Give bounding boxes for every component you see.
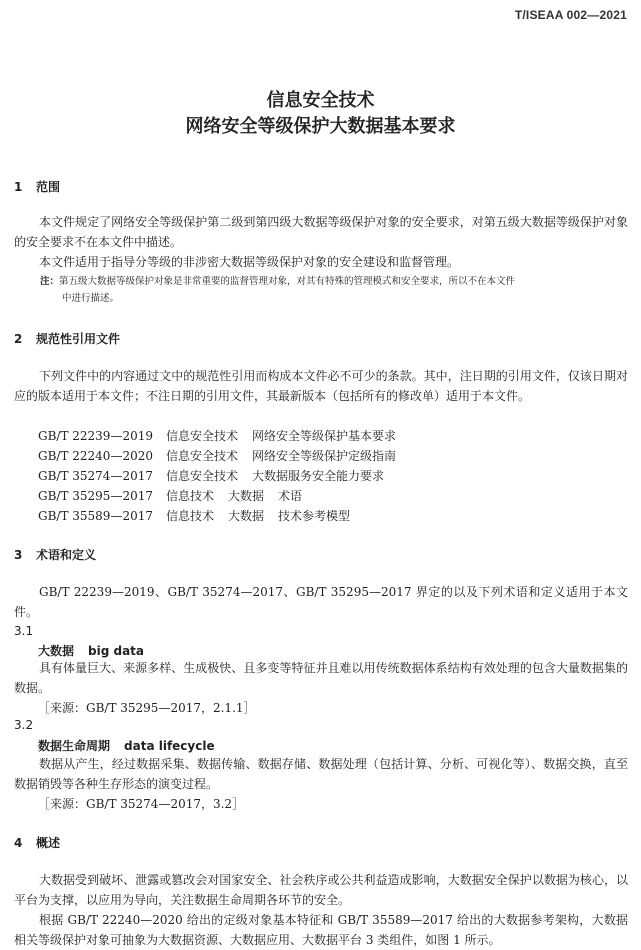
section-title: 概述: [36, 836, 61, 850]
standard-code: T/ISEAA 002—2021: [514, 8, 627, 22]
section-4-paragraph-2: 根据 GB/T 22240—2020 给出的定级对象基本特征和 GB/T 35589—2017 给出的大数据参考架构，大数据相关等级保护对象可抽象为大数据资源、大数据应用、大数据平台 3 类组件，如图 1 所示。: [14, 913, 628, 947]
normative-reference: [38, 466, 412, 486]
section-number: 1: [14, 180, 23, 194]
section-3-heading: [14, 546, 96, 563]
note-text-1: 第五级大数据等级保护对象是非常重要的监督管理对象，对其有特殊的管理模式和安全要求，所以不在本文件: [59, 276, 516, 287]
term-name-en: big data: [88, 644, 145, 658]
term-source: ［来源：GB/T 35295—2017，2.1.1］: [38, 701, 256, 715]
normative-reference: [38, 426, 424, 446]
section-1-paragraph-2: 本文件适用于指导分等级的非涉密大数据等级保护对象的安全建设和监督管理。: [39, 255, 460, 269]
section-3-paragraph-1: GB/T 22239—2019、GB/T 35274—2017、GB/T 35295—2017 界定的以及下列术语和定义适用于本文件。: [14, 585, 628, 619]
normative-reference: [38, 506, 364, 526]
reference-code: GB/T 22240—2020: [38, 449, 153, 463]
term-name: [38, 737, 215, 754]
reference-part-a: 信息技术: [166, 489, 215, 503]
section-number: 3: [14, 548, 23, 562]
term-definition: 数据从产生，经过数据采集、数据传输、数据存储、数据处理（包括计算、分析、可视化等）、数据交换，直至数据销毁等各种生存形态的演变过程。: [14, 757, 628, 791]
section-4-paragraph-1: 大数据受到破坏、泄露或篡改会对国家安全、社会秩序或公共利益造成影响，大数据安全保护以数据为核心，以平台为支撑，以应用为导向，关注数据生命周期各环节的安全。: [14, 873, 628, 907]
reference-code: GB/T 35589—2017: [38, 509, 153, 523]
reference-code: GB/T 35274—2017: [38, 469, 153, 483]
term-name: [38, 642, 144, 659]
term-name-zh: 大数据: [38, 644, 75, 658]
section-2-paragraph-1: 下列文件中的内容通过文中的规范性引用而构成本文件必不可少的条款。其中，注日期的引用文件，仅该日期对应的版本适用于本文件；不注日期的引用文件，其最新版本（包括所有的修改单）适用于本文件。: [14, 369, 628, 403]
normative-reference: [38, 486, 316, 506]
term-definition: 具有体量巨大、来源多样、生成极快、且多变等特征并且难以用传统数据体系结构有效处理的包含大量数据集的数据。: [14, 661, 628, 695]
reference-part-c: 术语: [278, 489, 303, 503]
term-source: ［来源：GB/T 35274—2017，3.2］: [38, 797, 245, 811]
section-1-heading: [14, 178, 60, 195]
section-1-note: [40, 273, 628, 307]
section-title: 术语和定义: [36, 548, 97, 562]
reference-part-a: 信息安全技术: [166, 429, 239, 443]
term-number: 3.1: [14, 624, 34, 638]
section-title: 范围: [36, 180, 61, 194]
term-number: 3.2: [14, 718, 34, 732]
note-text-2: 中进行描述。: [62, 293, 120, 304]
reference-part-c: 技术参考模型: [278, 509, 351, 523]
reference-part-b: 网络安全等级保护基本要求: [252, 429, 397, 443]
section-1-paragraph-1: 本文件规定了网络安全等级保护第二级到第四级大数据等级保护对象的安全要求，对第五级大数据等级保护对象的安全要求不在本文件中描述。: [14, 215, 628, 249]
section-4-heading: [14, 834, 60, 851]
reference-part-b: 大数据服务安全能力要求: [252, 469, 385, 483]
document-title-line1: 信息安全技术: [266, 90, 375, 111]
reference-part-b: 大数据: [228, 489, 265, 503]
reference-part-a: 信息安全技术: [166, 449, 239, 463]
section-2-heading: [14, 330, 120, 347]
reference-code: GB/T 35295—2017: [38, 489, 153, 503]
reference-part-a: 信息安全技术: [166, 469, 239, 483]
reference-part-b: 大数据: [228, 509, 265, 523]
term-name-zh: 数据生命周期: [38, 739, 111, 753]
document-title-line2: 网络安全等级保护大数据基本要求: [185, 116, 456, 137]
reference-part-b: 网络安全等级保护定级指南: [252, 449, 397, 463]
note-label: 注：: [40, 276, 60, 287]
section-number: 2: [14, 332, 23, 346]
normative-reference: [38, 446, 424, 466]
term-name-en: data lifecycle: [124, 739, 215, 753]
section-title: 规范性引用文件: [36, 332, 121, 346]
section-number: 4: [14, 836, 23, 850]
reference-code: GB/T 22239—2019: [38, 429, 153, 443]
reference-part-a: 信息技术: [166, 509, 215, 523]
